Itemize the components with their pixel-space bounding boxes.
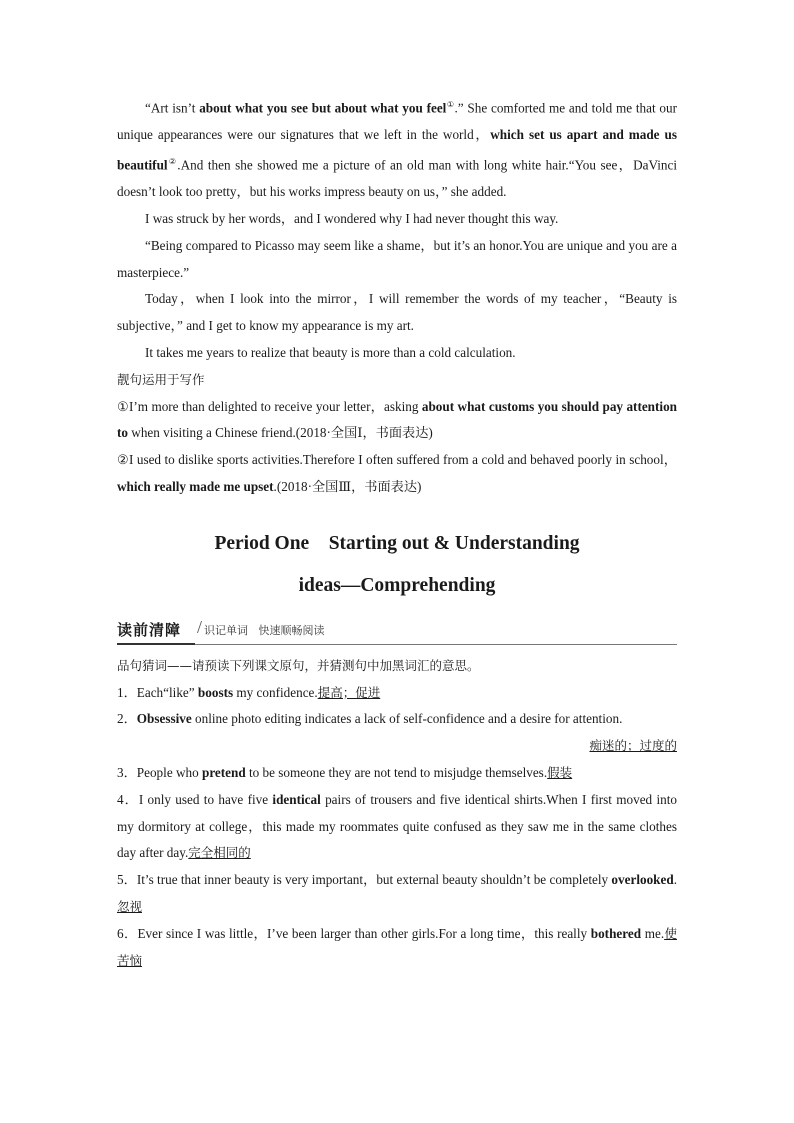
text-span: when visiting a Chinese friend.(2018·全国Ⅰ，书面表达) (128, 425, 433, 441)
text-span: to be someone they are not tend to misjudge themselves. (245, 764, 548, 780)
answer: 假装 (547, 764, 573, 780)
text-span: . (673, 872, 677, 888)
text-span: 3．People who (117, 764, 202, 780)
period-title-line-2: ideas—Comprehending (298, 574, 496, 596)
vocab-item-2-answer-line (117, 733, 677, 760)
text-span: 4．I only used to have five (117, 791, 273, 807)
bold-word: Obsessive (136, 711, 192, 727)
passage-paragraph-3: “Being compared to Picasso may seem like a shame，but it’s an honor.You are unique and you are a masterpiece.” (117, 237, 677, 280)
bold-word: pretend (201, 764, 246, 780)
passage-paragraph-1 (117, 92, 677, 206)
section-name: 读前清障 (117, 620, 182, 639)
bold-phrase: about what you see but about what you feel (199, 100, 447, 116)
text-span: .” She comforted me and told me that our unique appearances were our signatures that we left in the world， (117, 100, 677, 143)
text-span: .(2018·全国Ⅲ，书面表达) (273, 478, 422, 494)
text-span: me. (641, 925, 665, 941)
footnote-marker: ① (446, 100, 455, 109)
text-span: 5．It’s true that inner beauty is very important，but external beauty shouldn’t be completely (117, 872, 612, 888)
text-span: 1．Each“like” (117, 684, 198, 700)
vocab-item-6 (117, 921, 677, 975)
text-span: 6．Ever since I was little，I’ve been larger than other girls.For a long time，this really (117, 925, 591, 941)
writing-sentence-2 (117, 447, 677, 501)
writing-heading: 靓句运用于写作 (117, 371, 205, 387)
bold-phrase: which really made me upset (117, 478, 274, 494)
text-span: .And then she showed me a picture of an old man with long white hair.“You see，DaVinci doesn’t look too pretty，but his works impress beauty on us，” she added. (117, 157, 678, 200)
vocab-item-1 (117, 680, 677, 707)
vocab-item-5 (117, 867, 677, 921)
text-span: online photo editing indicates a lack of self-confidence and a desire for attention. (191, 711, 623, 727)
vocab-item-4 (117, 787, 677, 867)
answer: 痴迷的；过度的 (589, 738, 677, 754)
document-page (117, 92, 677, 974)
bold-word: boosts (197, 684, 234, 700)
vocab-item-3 (117, 760, 677, 787)
section-header (117, 617, 677, 645)
text-span: 2． (117, 711, 137, 727)
vocab-intro: 品句猜词——请预读下列课文原句，并猜测句中加黑词汇的意思。 (117, 657, 480, 673)
answer: 提高；促进 (317, 684, 381, 700)
vocab-item-2 (117, 706, 677, 733)
bold-word: bothered (590, 925, 642, 941)
bold-phrase: about what customs you should pay attention to (117, 398, 678, 441)
answer: 使苦恼 (117, 925, 677, 968)
passage-paragraph-5: It takes me years to realize that beauty is more than a cold calculation. (145, 344, 516, 360)
text-span: “Art isn’t (145, 100, 200, 116)
passage-paragraph-4: Today，when I look into the mirror，I will remember the words of my teacher，“Beauty is subjective，” and I get to know my appearance is my art. (117, 291, 677, 334)
passage-paragraph-2: I was struck by her words，and I wondered why I had never thought this way. (145, 210, 559, 226)
text-span: pairs of trousers and five identical shirts.When I first moved into my dormitory at college，this made my roommates quite confused as they saw me in the same clothes day after day. (117, 791, 677, 861)
section-subtitle: 识记单词 快速顺畅阅读 (204, 623, 325, 637)
slash-divider-icon: / (197, 616, 203, 637)
answer: 完全相同的 (188, 845, 251, 861)
header-rule (117, 644, 677, 645)
footnote-marker: ② (167, 156, 178, 166)
text-span: ②I used to dislike sports activities.Therefore I often suffered from a cold and behaved poorly in school， (117, 452, 677, 468)
bold-phrase: which set us apart and made us beautiful (117, 127, 677, 173)
header-rule-accent (117, 643, 195, 645)
bold-word: identical (272, 791, 321, 807)
text-span: my confidence. (233, 684, 318, 700)
bold-word: overlooked (611, 872, 674, 888)
answer: 忽视 (117, 898, 143, 914)
writing-sentence-1 (117, 394, 677, 448)
period-title-line-1: Period One Starting out & Understanding (214, 532, 580, 554)
text-span: ①I’m more than delighted to receive your letter，asking (117, 398, 422, 414)
